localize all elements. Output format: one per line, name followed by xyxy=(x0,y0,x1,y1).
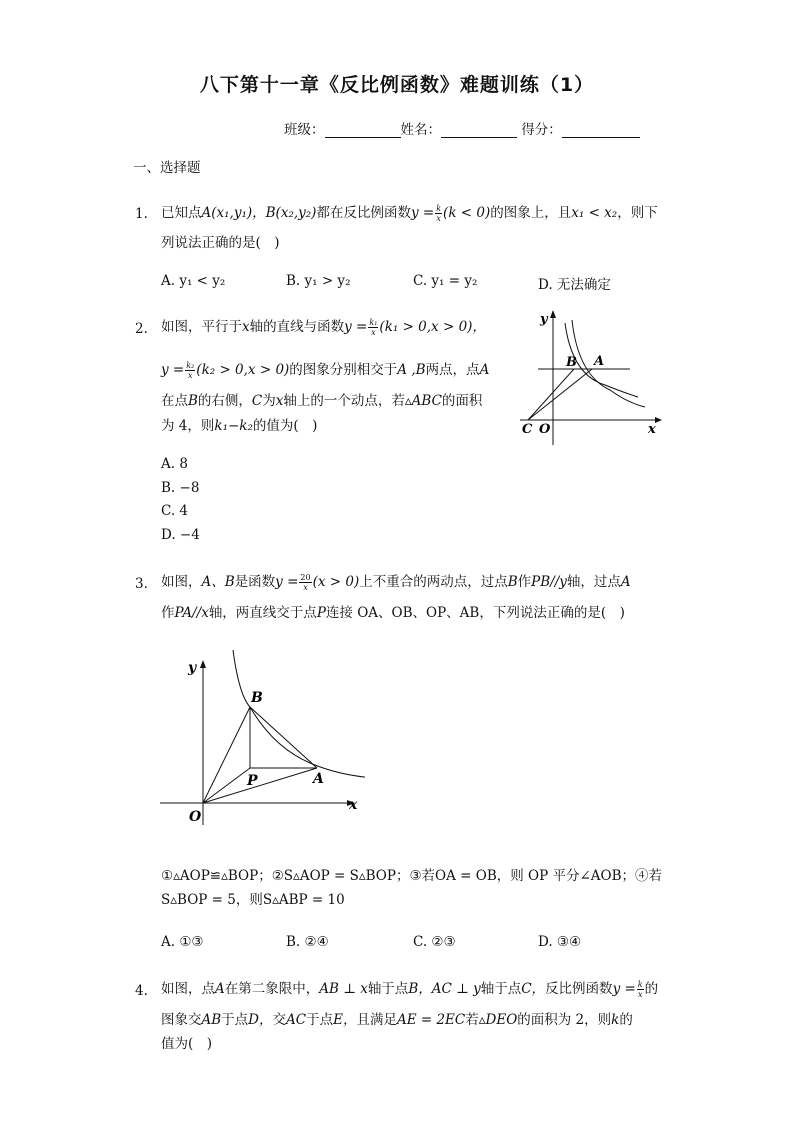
q2-option-b[interactable]: B. −8 xyxy=(161,480,200,496)
q3-statements-line1: ①▵AOP≌▵BOP；②S▵AOP = S▵BOP；③若OA = OB，则 OP 平分∠AOB；④若 xyxy=(161,868,663,884)
class-blank[interactable] xyxy=(325,123,401,138)
name-blank[interactable] xyxy=(441,123,517,138)
q4-number: 4. xyxy=(135,983,148,999)
q2-line3: 在点B的右侧，C为x轴上的一个动点，若▵ABC的面积 xyxy=(161,393,483,409)
q1-line2: 列说法正确的是( ) xyxy=(161,235,280,251)
q2-curve-k2 xyxy=(572,320,645,407)
q3-segment-op xyxy=(203,768,250,803)
q3-curve xyxy=(233,650,365,778)
q2-number: 2. xyxy=(135,321,148,337)
q3-number: 3. xyxy=(135,576,148,592)
q4-line2: 图象交AB于点D，交AC于点E，且满足AE = 2EC若▵DEO的面积为 2，则k的 xyxy=(161,1012,633,1028)
q3-label-p: P xyxy=(247,773,258,789)
q1-line1: 已知点A(x₁,y₁)，B(x₂,y₂)都在反比例函数y = $\frac{k}{x}$ (k < 0)的图象上，且x₁ < x₂，则下 xyxy=(161,204,658,223)
name-label: 姓名： xyxy=(400,122,441,138)
q2-label-y: y xyxy=(540,312,548,327)
q2-segment-cb xyxy=(528,369,574,420)
section-heading: 一、选择题 xyxy=(133,160,201,176)
q2-figure xyxy=(510,305,670,445)
q3-y-arrow xyxy=(200,660,206,668)
page-title: 八下第十一章《反比例函数》难题训练（1） xyxy=(199,74,595,96)
q2-label-c: C xyxy=(522,422,533,437)
q2-option-c[interactable]: C. 4 xyxy=(161,503,189,519)
q2-label-a: A xyxy=(594,354,605,369)
q3-segment-oa xyxy=(203,768,317,803)
q1-option-c[interactable]: C. y₁ = y₂ xyxy=(413,273,478,289)
q4-line3: 值为( ) xyxy=(161,1036,213,1052)
q2-option-d[interactable]: D. −4 xyxy=(161,527,200,543)
student-info xyxy=(284,118,640,138)
q3-label-x: x xyxy=(349,797,358,813)
q2-label-x: x xyxy=(648,422,656,437)
class-label: 班级： xyxy=(284,122,325,138)
q3-statements-line2: S▵BOP = 5，则S▵ABP = 10 xyxy=(161,892,345,908)
q2-label-b: B xyxy=(566,355,577,370)
q2-line1: 如图，平行于x轴的直线与函数y = $\frac{\text{k₁}}{x}$ (k₁ > 0,x > 0)， xyxy=(161,318,486,337)
q3-segment-ab xyxy=(250,707,317,768)
q2-line2: y = $\frac{\text{k₂}}{x}$ (k₂ > 0,x > 0)的图象分别相交于A ,B两点，点A xyxy=(161,361,490,380)
q3-label-a: A xyxy=(313,771,324,787)
score-label: 得分： xyxy=(521,122,562,138)
q3-figure xyxy=(155,645,365,830)
q3-label-b: B xyxy=(251,690,263,706)
q2-label-o: O xyxy=(539,422,551,437)
score-blank[interactable] xyxy=(562,123,640,138)
q1-option-b[interactable]: B. y₁ > y₂ xyxy=(286,273,351,289)
q3-label-o: O xyxy=(189,809,202,825)
q3-option-c[interactable]: C. ②③ xyxy=(413,934,456,950)
q1-number: 1. xyxy=(135,206,148,222)
q3-option-b[interactable]: B. ②④ xyxy=(286,934,329,950)
q2-segment-ca xyxy=(528,369,592,420)
q3-line2: 作PA//x轴，两直线交于点P连接 OA、OB、OP、AB，下列说法正确的是( ) xyxy=(161,605,625,621)
q3-option-d[interactable]: D. ③④ xyxy=(538,934,582,950)
q2-x-arrow xyxy=(655,417,662,423)
q4-line1: 如图，点A在第二象限中，AB ⊥ x轴于点B，AC ⊥ y轴于点C，反比例函数y = $\frac{k}{x}$ 的 xyxy=(161,980,659,999)
q3-option-a[interactable]: A. ①③ xyxy=(161,934,204,950)
q3-segment-ob xyxy=(203,707,250,803)
q1-option-d[interactable]: D. 无法确定 xyxy=(538,277,611,293)
q2-option-a[interactable]: A. 8 xyxy=(161,456,188,472)
q1-option-a[interactable]: A. y₁ < y₂ xyxy=(161,273,226,289)
q3-line1: 如图，A、B是函数y = $\frac{20}{x}$ (x > 0)上不重合的两动点，过点B作PB//y轴，过点A xyxy=(161,573,631,592)
q2-line4: 为 4，则k₁−k₂的值为( ) xyxy=(161,418,318,434)
q2-y-arrow xyxy=(550,310,556,318)
q3-label-y: y xyxy=(188,660,197,676)
q1-fraction: $\frac{k}{x}$ xyxy=(436,204,442,223)
